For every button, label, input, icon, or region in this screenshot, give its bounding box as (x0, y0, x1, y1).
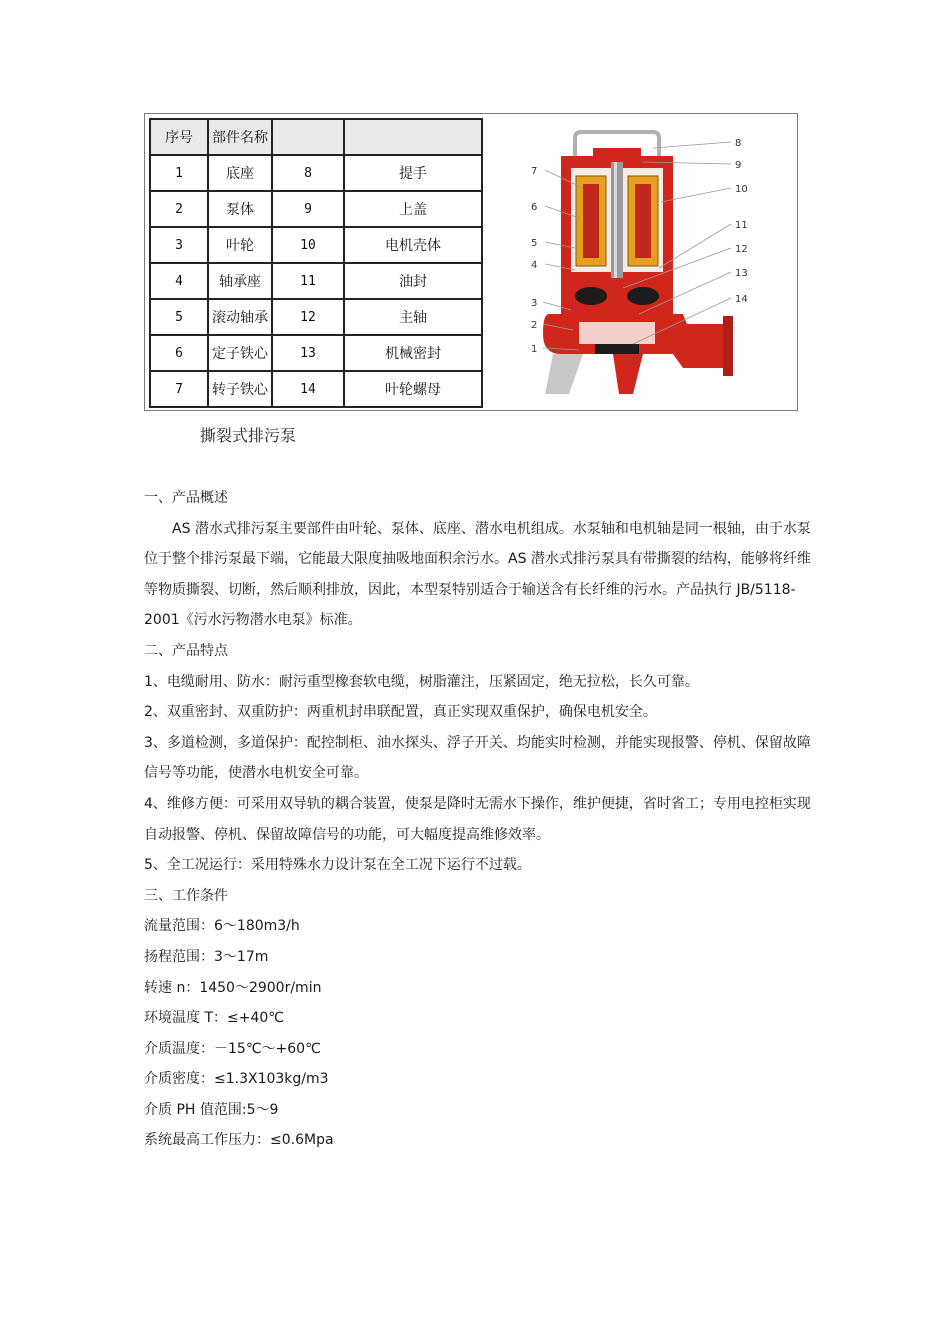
part-number: 3 (150, 227, 208, 263)
parts-table (149, 118, 483, 408)
diagram-label-12: 12 (735, 244, 748, 255)
diagram-label-13: 13 (735, 268, 748, 279)
part-name: 叶轮螺母 (344, 371, 482, 407)
table-row (150, 263, 482, 299)
feature-item: 2、双重密封、双重防护：两重机封串联配置，真正实现双重保护，确保电机安全。 (144, 704, 657, 721)
part-number: 5 (150, 299, 208, 335)
table-row (150, 299, 482, 335)
part-number: 14 (272, 371, 344, 407)
table-row (150, 371, 482, 407)
diagram-label-10: 10 (735, 184, 748, 195)
part-name: 提手 (344, 155, 482, 191)
spec-line: 流量范围：6～180m3/h (144, 918, 300, 935)
part-number: 9 (272, 191, 344, 227)
part-number: 11 (272, 263, 344, 299)
feature-item: 3、多道检测，多道保护：配控制柜、油水探头、浮子开关、均能实时检测，并能实现报警、停机、保留故障信号等功能，使潜水电机安全可靠。 (144, 734, 811, 782)
table-row (150, 191, 482, 227)
diagram-label-3: 3 (531, 298, 538, 309)
section-heading: 二、产品特点 (144, 642, 228, 659)
feature-item: 5、全工况运行：采用特殊水力设计泵在全工况下运行不过载。 (144, 857, 531, 874)
part-number: 8 (272, 155, 344, 191)
diagram-label-6: 6 (531, 202, 538, 213)
header-cell (272, 119, 344, 155)
diagram-label-5: 5 (531, 238, 538, 249)
table-row (150, 155, 482, 191)
table-header-row (150, 119, 482, 155)
spec-line: 系统最高工作压力：≤0.6Mpa (144, 1132, 334, 1149)
diagram-label-11: 11 (735, 220, 748, 231)
part-name: 电机壳体 (344, 227, 482, 263)
part-number: 13 (272, 335, 344, 371)
part-name: 上盖 (344, 191, 482, 227)
table-row (150, 335, 482, 371)
feature-item: 4、维修方便：可采用双导轨的耦合装置，使泵是降时无需水下操作，维护便捷，省时省工；专用电控柜实现自动报警、停机、保留故障信号的功能，可大幅度提高维修效率。 (144, 795, 811, 843)
part-number: 6 (150, 335, 208, 371)
part-name: 定子铁心 (208, 335, 272, 371)
pump-drawing (483, 118, 794, 408)
part-name: 底座 (208, 155, 272, 191)
document-body (144, 483, 814, 1156)
part-name: 转子铁心 (208, 371, 272, 407)
part-name: 泵体 (208, 191, 272, 227)
diagram-label-7: 7 (531, 166, 538, 177)
part-name: 轴承座 (208, 263, 272, 299)
part-number: 2 (150, 191, 208, 227)
feature-item: 1、电缆耐用、防水：耐污重型橡套软电缆，树脂灌注，压紧固定，绝无拉松，长久可靠。 (144, 673, 699, 690)
section-heading: 三、工作条件 (144, 887, 228, 904)
part-number: 7 (150, 371, 208, 407)
spec-line: 扬程范围：3～17m (144, 948, 269, 965)
part-name: 机械密封 (344, 335, 482, 371)
part-name: 油封 (344, 263, 482, 299)
part-number: 12 (272, 299, 344, 335)
spec-line: 介质 PH 值范围:5～9 (144, 1101, 279, 1118)
header-cell: 部件名称 (208, 119, 272, 155)
spec-line: 介质密度：≤1.3X103kg/m3 (144, 1071, 329, 1088)
parts-figure (144, 113, 798, 411)
diagram-label-14: 14 (735, 294, 748, 305)
part-number: 4 (150, 263, 208, 299)
diagram-label-2: 2 (531, 320, 538, 331)
part-number: 1 (150, 155, 208, 191)
table-row (150, 227, 482, 263)
diagram-label-8: 8 (735, 138, 742, 149)
diagram-label-9: 9 (735, 160, 742, 171)
header-cell (344, 119, 482, 155)
part-name: 叶轮 (208, 227, 272, 263)
header-cell: 序号 (150, 119, 208, 155)
diagram-label-1: 1 (531, 344, 538, 355)
spec-line: 介质温度：－15℃～+60℃ (144, 1040, 321, 1057)
overview-paragraph: AS 潜水式排污泵主要部件由叶轮、泵体、底座、潜水电机组成。水泵轴和电机轴是同一根轴，由于水泵位于整个排污泵最下端，它能最大限度抽吸地面积余污水。AS 潜水式排污泵具有带撕裂的结构，能够将纤维等物质撕裂、切断，然后顺利排放，因此，本型泵特别适合于输送含有长纤维的污水。产品执行 JB/5118-2001《污水污物潜水电泵》标准。 (144, 520, 811, 629)
spec-line: 环境温度 T：≤+40℃ (144, 1010, 284, 1027)
section-heading: 一、产品概述 (144, 490, 228, 506)
part-name: 滚动轴承 (208, 299, 272, 335)
spec-line: 转速 n：1450～2900r/min (144, 979, 322, 996)
part-number: 10 (272, 227, 344, 263)
part-name: 主轴 (344, 299, 482, 335)
pump-cross-section-diagram (481, 118, 794, 408)
diagram-label-4: 4 (531, 260, 538, 271)
figure-caption: 撕裂式排污泵 (200, 426, 297, 445)
